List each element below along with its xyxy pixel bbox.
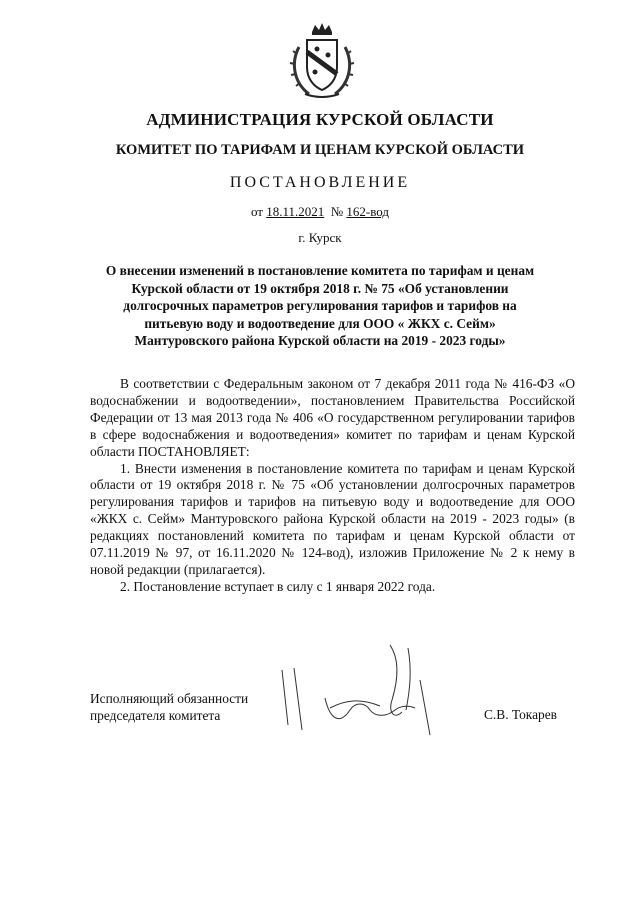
document-date: 18.11.2021 <box>266 204 325 219</box>
item-1-paragraph: 1. Внести изменения в постановление комитета по тарифам и ценам Курской области от 19 октября 2018 г. № 75 «Об установлении долгосрочных параметров регулирования тарифов и тарифов на питьевую воду и водоотведение для ООО «ЖКХ с. Сейм» Мантуровского района Курской области на 2019 - 2023 годы» (в редакциях постановлений комитета по тарифам и ценам Курской области от 07.11.2019 № 97, от 16.11.2020 № 124-вод), изложив Приложение № 2 к нему в новой редакции (прилагается). <box>90 460 575 577</box>
date-number-line <box>0 204 640 220</box>
handwritten-signature-icon <box>270 640 450 740</box>
signer-position <box>90 690 248 724</box>
document-title <box>80 262 560 350</box>
title-line: О внесении изменений в постановление комитета по тарифам и ценам <box>105 263 535 278</box>
item-2-paragraph: 2. Постановление вступает в силу с 1 января 2022 года. <box>120 578 436 594</box>
signer-name: С.В. Токарев <box>484 707 557 722</box>
preamble-paragraph: В соответствии с Федеральным законом от 7 декабря 2011 года № 416-ФЗ «О водоснабжении и водоотведении», постановлением Правительства Российской Федерации от 13 мая 2013 года № 406 «О государственном регулировании тарифов в сфере водоснабжения и водоотведения» комитет по тарифам и ценам Курской области ПОСТАНОВЛЯЕТ: <box>90 376 575 459</box>
title-line: долгосрочных параметров регулирования тарифов и тарифов на <box>123 298 517 313</box>
committee-name: КОМИТЕТ ПО ТАРИФАМ И ЦЕНАМ КУРСКОЙ ОБЛАСТИ <box>115 142 525 158</box>
organization-name: АДМИНИСТРАЦИЯ КУРСКОЙ ОБЛАСТИ <box>146 110 494 129</box>
number-prefix: № <box>330 204 344 219</box>
document-number: 162-вод <box>346 204 390 219</box>
signer-position-line: председателя комитета <box>90 708 221 723</box>
document-type: ПОСТАНОВЛЕНИЕ <box>229 174 411 191</box>
coat-of-arms-icon <box>287 22 357 102</box>
document-body <box>90 376 575 596</box>
date-prefix: от <box>250 204 263 219</box>
title-line: Курской области от 19 октября 2018 г. № 75 «Об установлении <box>131 280 509 296</box>
title-line: Мантуровского района Курской области на 2019 - 2023 годы» <box>134 333 506 348</box>
signer-position-line: Исполняющий обязанности <box>90 691 249 706</box>
city: г. Курск <box>298 230 342 245</box>
title-line: питьевую воду и водоотведение для ООО « ЖКХ с. Сейм» <box>144 315 496 331</box>
